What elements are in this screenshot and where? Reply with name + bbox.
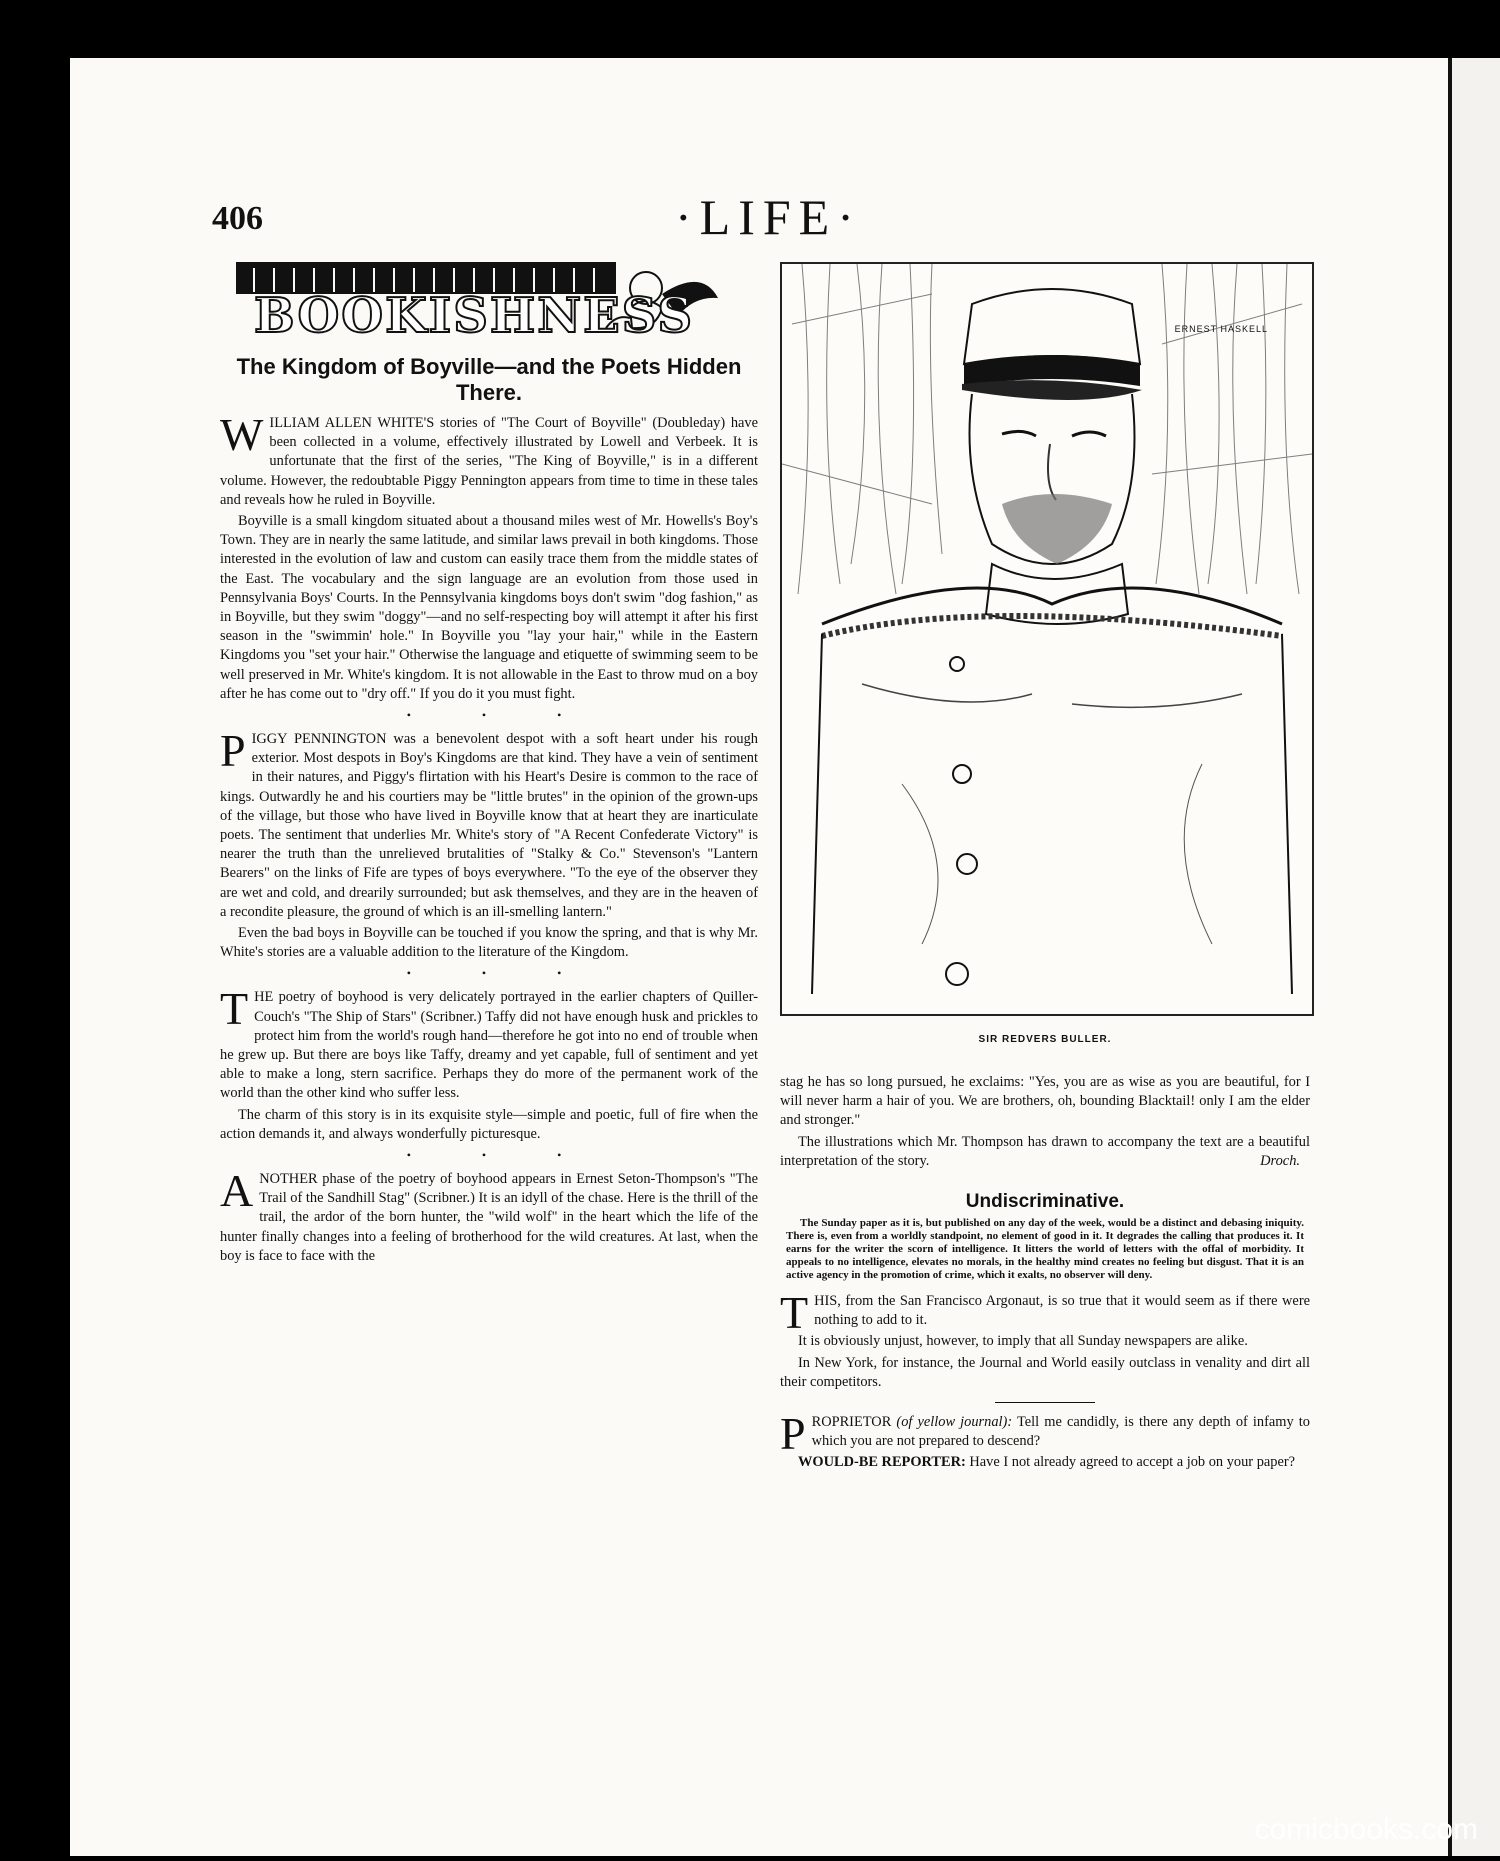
article-paragraph: Even the bad boys in Boyville can be touched if you know the spring, and that is why Mr. White's stories are a valuable addition to the literature of the Kingdom. <box>220 924 758 961</box>
article-paragraph: Boyville is a small kingdom situated about a thousand miles west of Mr. Howells's Boy's Town. They are in nearly the same latitude, and similar laws prevail in both kingdoms. Those interested in the evolution of law and custom can easily trace them from the middle states of the East. The vocabulary and the sign language are an evolution from those used in Pennsylvania Boys' Courts. In the Pennsylvania kingdoms boys don't swim "dog fashion," as in Boyville, but they swim "doggy"—and no self-respecting boy will attempt it after his first season in the "swimmin' hole." In Boyville you "lay your hair," while in the Eastern Kingdoms you "set your hair." Otherwise the language and etiquette of swimming seem to be well preserved in Mr. White's kingdom. It is not allowable in the East to throw mud on a boy after he has come out to "dry off." If you do it you must fight. <box>220 512 758 702</box>
dialogue-text: Have I not already agreed to accept a job on your paper? <box>969 1454 1296 1471</box>
article-paragraph: ANOTHER phase of the poetry of boyhood appears in Ernest Seton-Thompson's "The Trail of the Sandhill Stag" (Scribner.) It is an idyll of the chase. Here is the thrill of the trail, the ardor of the born hunter, the "wild wolf" in the heart which the life of the hunter finally changes into a feeling of brotherhood for the wild creatures. At last, when the boy is face to face with the <box>220 1165 758 1264</box>
author-signature: Droch. <box>1260 1152 1300 1169</box>
speaker-reporter: WOULD-BE REPORTER: <box>798 1454 966 1471</box>
left-column <box>220 258 758 1268</box>
undiscriminative-title: Undiscriminative. <box>965 1191 1125 1213</box>
page-number: 406 <box>212 200 263 237</box>
bookishness-banner <box>234 258 758 348</box>
argonaut-quote: The Sunday paper as it is, but published on any day of the week, would be a distinct and debasing iniquity. There is, even from a worldly standpoint, no element of good in it. It degrades the calling that produces it. It earns for the writer the scorn of intelligence. It litters the world of letters with the offal of morbidity. It appeals to no intelligence, elevates no morals, in the healthy mind creates no feeling but disgust. That it is an active agency in the promotion of crime, which it exalts, no observer will deny. <box>786 1217 1304 1282</box>
masthead: ·LIFE· <box>675 189 862 245</box>
article-paragraph-text: The illustrations which Mr. Thompson has drawn to accompany the text are a beautiful interpretation of the story. <box>780 1133 1310 1169</box>
dialogue-line-reporter <box>780 1453 1310 1472</box>
banner-title: BOOKISHNESS <box>254 288 695 344</box>
site-watermark: comicbooks.com <box>1254 1813 1478 1846</box>
section-separator: • • • <box>406 1148 596 1163</box>
article-paragraph: The charm of this story is in its exquisite style—simple and poetic, full of fire when the action demands it, and always wonderfully picturesque. <box>220 1106 758 1142</box>
commentary-paragraph: In New York, for instance, the Journal and World easily outclass in venality and dirt all their competitors. <box>780 1354 1310 1390</box>
section-separator: • • • <box>406 707 596 722</box>
speaker-note: (of yellow journal): <box>896 1414 1013 1431</box>
dialogue-text: Tell me candidly, is there any depth of infamy to which you are not prepared to descend? <box>811 1414 1310 1450</box>
portrait-illustration <box>780 262 1314 1016</box>
officer-sketch <box>782 264 1312 1014</box>
adjacent-page-edge <box>1448 58 1500 1856</box>
divider <box>995 1402 1095 1403</box>
commentary-paragraph: THIS, from the San Francisco Argonaut, is so true that it would seem as if there were nothing to add to it. <box>780 1287 1310 1339</box>
right-column <box>780 262 1310 1475</box>
article-paragraph: stag he has so long pursued, he exclaims: "Yes, you are as wise as you are beautiful, for I will never harm a hair of you. We are brothers, oh, bounding Blacktail! only I am the elder and stronger." <box>780 1074 1310 1129</box>
article-paragraph: PIGGY PENNINGTON was a benevolent despot with a soft heart under his rough exterior. Most despots in Boy's Kingdoms are that kind. They have a vein of sentiment in their natures, and Piggy's flirtation with his Heart's Desire is common to the race of kings. Outwardly he and his courtiers may be "little brutes" in the opinion of the grown-ups of the village, but those who have lived in Boyville know that at heart they are inarticulate poets. The sentiment that underlies Mr. White's story of "A Recent Confederate Victory" is nearer the truth than the unrelieved brutalities of "Stalky & Co." Stevenson's "Lantern Bearers" on the links of Fife are types of boys everywhere. "To the eye of the observer they are wet and cold, and drearily surrounded; but ask themselves, and they are in the heaven of a recondite pleasure, the ground of which is an ill-smelling lantern." <box>220 724 758 920</box>
dialogue-line-proprietor <box>780 1408 1310 1460</box>
article-paragraph: THE poetry of boyhood is very delicately portrayed in the earlier chapters of Quiller-Couch's "The Ship of Stars" (Scribner.) Taffy did not have enough husk and prickles to protect him from the world's rough hand—therefore he got into no end of trouble when he grew up. But there are boys like Taffy, dreamy and yet capable, full of sentiment and yet able to make a long, stern sacrifice. Perhaps they do more of the permanent work of the world than the other kind who suffer less. <box>220 983 758 1102</box>
artist-signature: ERNEST HASKELL <box>1174 324 1268 334</box>
article-title: The Kingdom of Boyville—and the Poets Hidden There. <box>236 354 742 405</box>
illustration-caption: SIR REDVERS BULLER. <box>978 1034 1112 1045</box>
commentary-paragraph: It is obviously unjust, however, to imply that all Sunday newspapers are alike. <box>798 1333 1248 1350</box>
article-paragraph: WILLIAM ALLEN WHITE'S stories of "The Court of Boyville" (Doubleday) have been collected in a volume, effectively illustrated by Lowell and Verbeek. It is unfortunate that the first of the series, "The King of Boyville," is in a different volume. However, the redoubtable Piggy Pennington appears from time to time in these tales and reveals how he ruled in Boyville. <box>220 408 758 508</box>
article-paragraph <box>780 1133 1310 1171</box>
section-separator: • • • <box>406 966 596 981</box>
speaker-proprietor: PROPRIETOR <box>780 1408 892 1460</box>
